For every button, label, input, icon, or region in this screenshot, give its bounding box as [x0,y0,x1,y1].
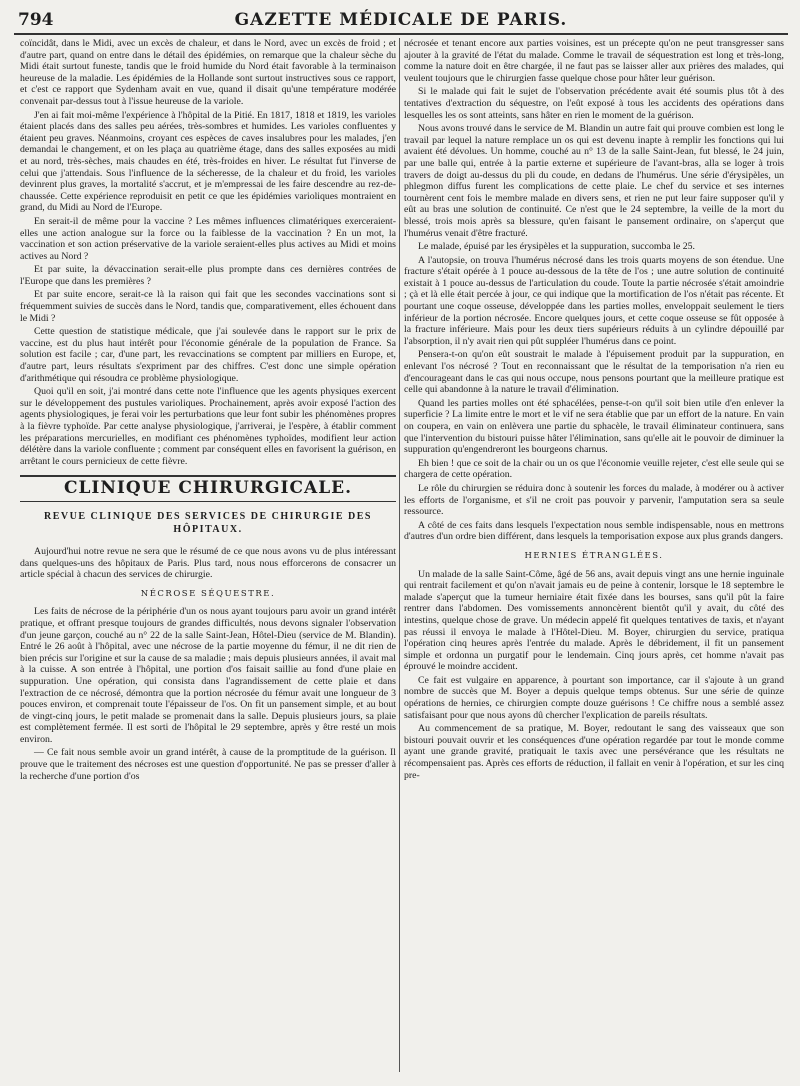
running-title: GAZETTE MÉDICALE DE PARIS. [234,10,568,30]
paragraph: Quoi qu'il en soit, j'ai montré dans cette note l'influence que les agents physiques exercent sur le développement des pustules varioliques. Prochainement, après avoir exposé l'action des agents physiologiques, je ferai voir les perturbations que leur font subir les phénomènes propres à la fièvre typhoïde. Par cette analyse physiologique, j'arriverai, je l'espère, à établir comment les préparations mercurielles, en modifiant ces phénomènes typhoïdes, modifient leur action délétère dans la variole confluente ; comment par conséquent elles en favorisent la guérison, en arrêtant le cours pernicieux de cette fièvre. [20,386,396,467]
paragraph: J'en ai fait moi-même l'expérience à l'hôpital de la Pitié. En 1817, 1818 et 1819, les varioles étaient placés dans des salles peu aérées, très-sombres et humides. Les varioles confluentes y étaient peu graves. Néanmoins, croyant ces espèces de caves insalubres pour les malades, j'en demandai le changement, et on les plaça au quatrième étage, dans des salles exposées au midi et au nord, très-sèches, mais chaudes en été, très-froides en hiver. Le résultat fut l'inverse de celui que j'attendais. Sous l'influence de la sécheresse, de la chaleur et du froid, les varioles devinrent plus graves, la mortalité s'accrut, et je m'empressai de les faire descendre au rez-de-chaussée. Cette expérience reproduisit en petit ce que les épidémies varioliques montraient en grand, du Midi au Nord de l'Europe. [20,109,396,214]
page-header [12,6,790,34]
paragraph: A l'autopsie, on trouva l'humérus nécrosé dans les trois quarts moyens de son étendue. Une fracture s'était opérée à 1 pouce au-dessous de la tête de l'os ; une autre solution de continuité existait à 1 pouce au-dessus de l'articulation du coude. Toute la partie nécrosée s'était amoindrie ; çà et là elle était percée à jour, ce qui indique que la mortification de l'os n'était pas récente. Et pourtant une coque osseuse, développée dans les parties molles, enveloppait seulement le tiers inférieur de la portion nécrosée. Encore quelques jours, et cette coque osseuse se fût opposée à la fracture inférieure. Mais pour les deux tiers supérieurs réduits à un cylindre dépouillé par l'absorption, il n'y avait rien qui pût suppléer l'humérus dans ce point. [404,254,784,347]
paragraph: Cette question de statistique médicale, que j'ai soulevée dans le rapport sur le prix de vaccine, est du plus haut intérêt pour l'économie générale de la population de France. Sa solution est facile ; car, d'une part, les revaccinations se comptent par milliers en Europe, et, d'autre part, leurs résultats s'expriment par des chiffres. C'est donc une simple opération d'arithmétique qui résoudra ce problème physiologique. [20,326,396,384]
revue-heading: REVUE CLINIQUE DES SERVICES DE CHIRURGIE DES HÔPITAUX. [44,510,372,535]
paragraph: Le malade, épuisé par les érysipèles et la suppuration, succomba le 25. [418,241,695,253]
paragraph: Pensera-t-on qu'on eût soustrait le malade à l'épuisement produit par la suppuration, en enlevant l'os nécrosé ? Tout en reconnaissant que le résultat de la temporisation n'a rien eu d'encourageant dans le cas qui nous occupe, nous pensons pourtant que la meilleure pratique est celle qui abandonne à la nature le travail d'élimination. [404,349,784,396]
paragraph: Les faits de nécrose de la périphérie d'un os nous ayant toujours paru avoir un grand intérêt pratique, et offrant presque toujours de grandes difficultés, nous devons signaler l'observation d'un jeune garçon, couché au n° 22 de la salle Saint-Jean, Hôtel-Dieu (service de M. Blandin). Entré le 26 août à l'hôpital, avec une nécrose de la partie moyenne du fémur, il ne dit rien de bien précis sur l'origine et sur la cause de sa maladie ; mais depuis plusieurs années, il avait mal à la cuisse. A son entrée à l'hôpital, une portion d'os faisait saillie au fond d'une plaie en suppuration. Une opération, qui consista dans l'agrandissement de cette plaie et dans l'extraction de ce nécrosé, démontra que la portion nécrosée du fémur avait une longueur de 3 pouces environ, et comprenait toute l'épaisseur de l'os. On fit un pansement simple, et au bout de vingt-cinq jours, le petit malade se promenait dans la salle. Depuis plusieurs jours, sa plaie est complètement fermée. Il est sorti de l'hôpital le 29 septembre, après y être resté un mois environ. [20,606,396,745]
section-rule [20,501,396,502]
paragraph: — Ce fait nous semble avoir un grand intérêt, à cause de la promptitude de la guérison. Il prouve que le traitement des nécroses est une question d'opportunité. Ne pas se presser d'aller à la recherche d'une portion d'os [20,747,396,782]
subheading-hernies: HERNIES ÉTRANGLÉES. [524,550,664,561]
subheading-necrose: NÉCROSE SÉQUESTRE. [140,588,276,599]
paragraph: nécrosée et tenant encore aux parties voisines, est un précepte qu'on ne peut transgresser sans ajouter à la gravité de l'état du malade. Comme le travail de séquestration est long et très-long, comme la nature doit en être chargée, il ne faut pas se laisser aller aux prières des malades, qui veulent toujours que le chirurgien fasse quelque chose pour hâter leur guérison. [404,38,784,84]
paragraph: Ce fait est vulgaire en apparence, à pourtant son importance, car il s'ajoute à un grand nombre de succès que M. Boyer a depuis quelque temps obtenus. Sur une série de quinze opérations de hernies, ce chirurgien compte douze guérisons ! Ce chiffre nous a semblé assez satisfaisant pour que nous ayons dû chercher l'explication de pareils résultats. [404,674,784,721]
paragraph: En serait-il de même pour la vaccine ? Les mêmes influences climatériques exerceraient-elles une action analogue sur la force ou la faiblesse de la vaccination ? En un mot, la vaccination et son action préservative de la variole seraient-elles plus actives au Midi et moins actives au Nord ? [20,215,396,262]
section-title: CLINIQUE CHIRURGICALE. [63,478,353,499]
left-column [20,38,396,1074]
paragraph: Nous avons trouvé dans le service de M. Blandin un autre fait qui prouve combien est long le travail par lequel la nature remplace un os qui est devenu inapte à remplir les fonctions qui lui avaient été dévolues. Un homme, couché au n° 13 de la salle Saint-Jean, fut blessé, le 24 juin, par une balle qui, entrée à la partie externe et supérieure de l'avant-bras, alla se loger à trois travers de doigt au-dessus du pli du coude, en dedans de l'humérus. Une série d'érysipèles, un phlegmon diffus furent les complications de cette plaie. Le chef du service et ses internes tournèrent cent fois le membre malade en divers sens, et rien ne put leur faire supposer qu'il y eût au bras une solution de continuité. Ce n'est que le 24 septembre, la veille de la mort du blessé, trois mois après sa blessure, qu'en faisant le pansement ordinaire, on s'aperçut que l'humérus venait d'être fracturé. [404,123,784,239]
column-divider [399,38,400,1072]
paragraph: Si le malade qui fait le sujet de l'observation précédente avait été soumis plus tôt à des tentatives d'extraction du séquestre, on l'eût exposé à tous les accidents des opérations dans lesquelles les os sont atteints, sans hâter en rien le moment de la guérison. [404,86,784,121]
right-column [404,38,784,1074]
page-number: 794 [18,10,54,30]
header-rule [14,33,788,35]
section-rule [20,475,396,477]
paragraph: Et par suite, la dévaccination serait-elle plus prompte dans ces dernières contrées de l'Europe que dans les premières ? [20,264,396,287]
paragraph: Eh bien ! que ce soit de la chair ou un os que l'économie veuille rejeter, c'est elle seule qui se chargera de cette opération. [404,457,784,481]
paragraph: coïncidât, dans le Midi, avec un excès de chaleur, et dans le Nord, avec un excès de froid ; et d'autre part, quand on entre dans le détail des épidémies, on remarque que la chaleur sèche du Midi était surtout funeste, tandis que le froid humide du Nord était favorable à la terminaison heureuse de la maladie. Les épidémies de la Hollande sont surtout instructives sous ce rapport, et c'est ce rapport que Sydenham avait en vue, quand il disait qu'une température modérée convenait par-dessus tout à l'issue heureuse de la variole. [20,38,396,107]
paragraph: Le rôle du chirurgien se réduira donc à soutenir les forces du malade, à modérer ou à activer les efforts de l'organisme, et s'il ne croit pas pouvoir y parvenir, l'amputation sera sa seule ressource. [404,482,784,518]
intro-paragraph: Aujourd'hui notre revue ne sera que le résumé de ce que nous avons vu de plus intéressant dans quelques-uns des hôpitaux de Paris. Plus tard, nous nous efforcerons de consacrer un article spécial à chacun des services de chirurgie. [20,545,396,581]
paragraph: Au commencement de sa pratique, M. Boyer, redoutant le sang des vaisseaux que son bistouri pouvait ouvrir et les conséquences d'une opération regardée par tout le monde comme ayant une grande gravité, pratiquait le taxis avec une persévérance que les résultats ne récompensaient pas. Après ces efforts de réduction, il fallait en venir à l'opération, et sur les cinq pre- [404,723,784,781]
paragraph: Un malade de la salle Saint-Côme, âgé de 56 ans, avait depuis vingt ans une hernie inguinale qui rentrait facilement et qu'on n'avait jamais eu de peine à contenir, lorsque le 18 septembre le malade s'aperçut que la tumeur herniaire était fixée dans les bourses, sans qu'il pût la faire rentrer dans l'abdomen. Des vomissements annoncèrent bientôt qu'il y avait, du côté des intestins, quelque chose de grave. Un médecin appelé fit quelques tentatives de taxis, et n'ayant pas réussi il envoya le malade à l'Hôtel-Dieu. M. Boyer, chirurgien du service, pratiqua l'opération cinq heures après l'entrée du malade. Après le débridement, il fit un pansement simple et ordonna un purgatif pour le lendemain. Cinq jours après, cet homme n'avait pas éprouvé le moindre accident. [404,568,784,673]
paragraph: Quand les parties molles ont été sphacélées, pense-t-on qu'il soit bien utile d'en enlever la superficie ? La limite entre le mort et le vif ne sera établie que par un effort de la nature. En vain on coupera, en vain on enlèvera une partie du sphacèle, le travail éliminateur continuera, sans que l'intervention du bistouri puisse hâter l'élimination, sans qu'elle ait le pouvoir de diminuer la suppuration qu'engendreront les bourgeons charnus. [404,397,784,456]
paragraph: Et par suite encore, serait-ce là la raison qui fait que les secondes vaccinations sont si fréquemment suivies de succès dans le Nord, tandis que, comparativement, elles échouent dans le Midi ? [20,289,396,324]
paragraph: A côté de ces faits dans lesquels l'expectation nous semble indispensable, nous en mettrons d'autres d'un ordre bien différent, dans lesquels la temporisation expose aux plus grands dangers. [404,519,784,543]
